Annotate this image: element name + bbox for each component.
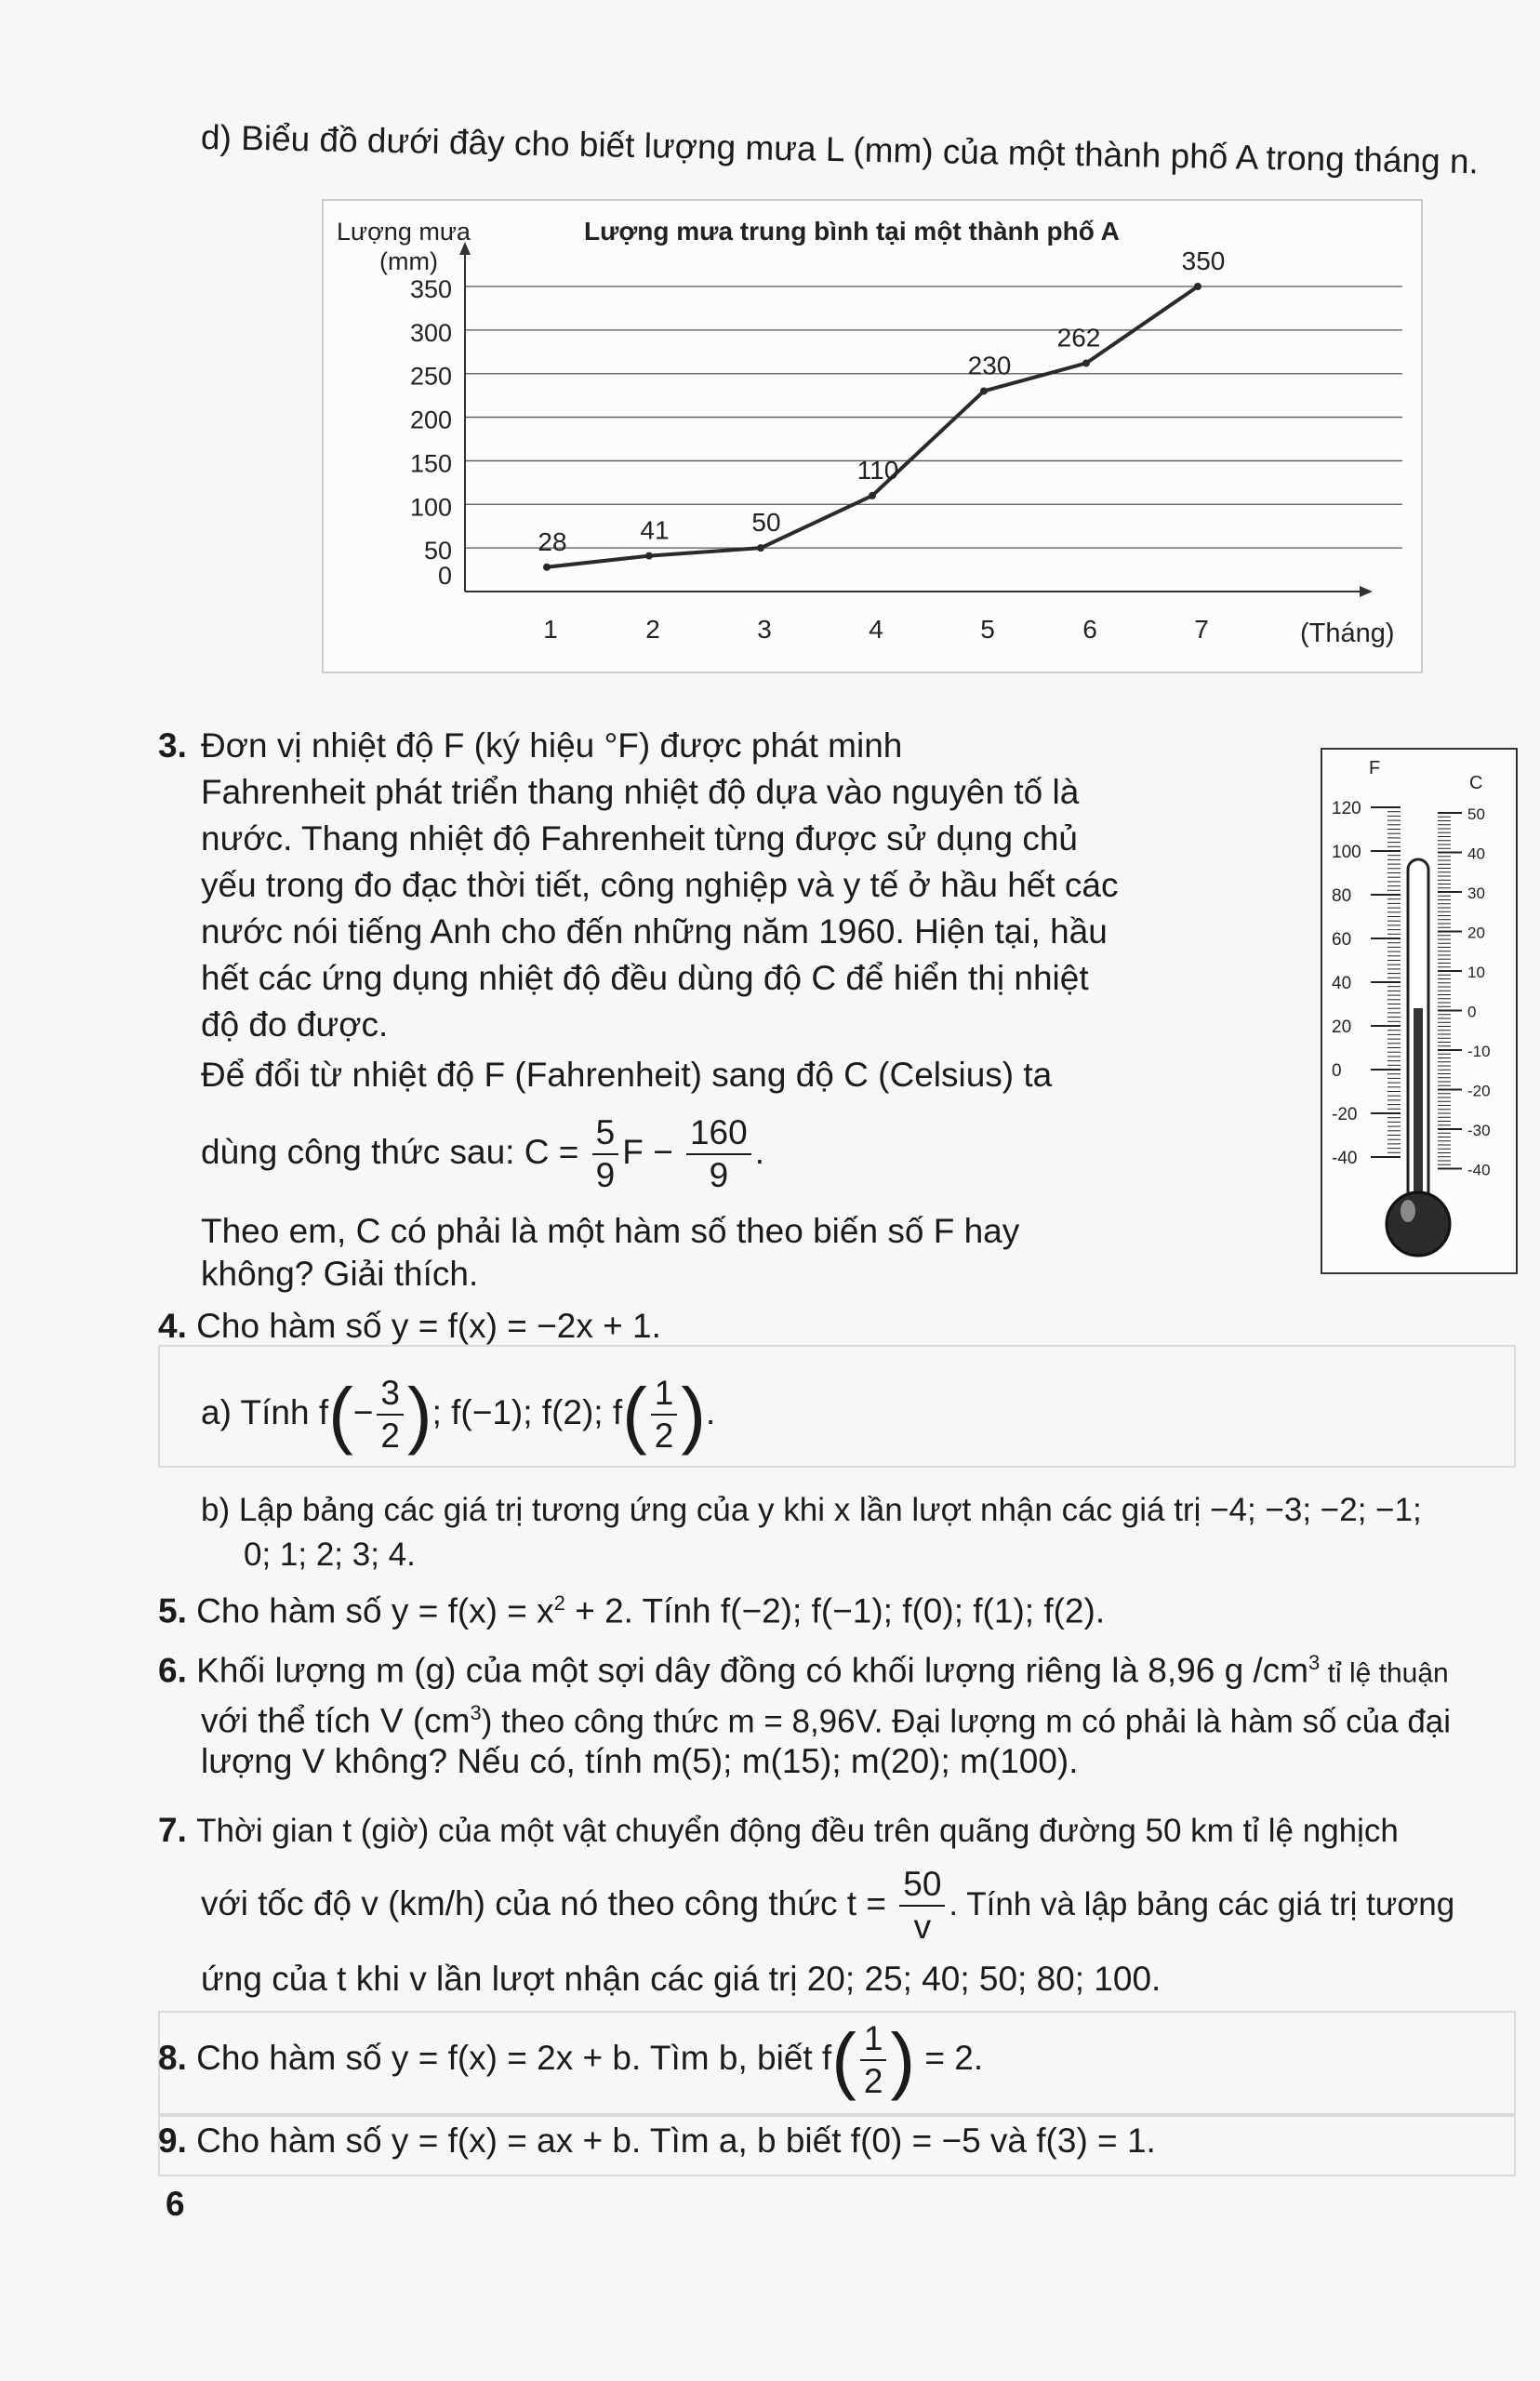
ex3-question-2: không? Giải thích. [201, 1255, 479, 1293]
data-label: 41 [640, 515, 670, 545]
ex5-text-pre: Cho hàm số y = f(x) = x [196, 1591, 554, 1630]
y-tick-label: 250 [409, 362, 452, 391]
y-axis-unit: (mm) [379, 247, 438, 275]
page-number: 6 [166, 2185, 185, 2223]
ex6-l2-sup: 3 [470, 1701, 482, 1724]
thermo-c-tick-label: -10 [1467, 1043, 1491, 1060]
frac-num: 1 [860, 2018, 887, 2061]
x-axis-arrow [1360, 586, 1373, 597]
ex6-number: 6. [158, 1651, 187, 1690]
x-axis-label: (Tháng) [1300, 619, 1395, 648]
frac-num: 1 [651, 1373, 678, 1416]
ex7-l2-pre: với tốc độ v (km/h) của nó theo công thức t = [201, 1883, 886, 1922]
data-label: 262 [1056, 323, 1101, 352]
ex6-l2-post: ) theo công thức m = 8,96V. Đại lượng m có phải là hàm số của đại [481, 1703, 1452, 1740]
ex6-l2-pre: với thể tích V (cm [201, 1701, 471, 1740]
frac-den: v [913, 1908, 932, 1946]
formula-end: . [754, 1132, 764, 1171]
fraction-50-v [899, 1864, 945, 1948]
paren-close: ) [681, 1373, 707, 1456]
x-tick-label: 3 [757, 615, 772, 644]
paren-open: ( [328, 1373, 353, 1456]
ex3-question-1: Theo em, C có phải là một hàm số theo biến số F hay [201, 1212, 1020, 1250]
fraction-160-9 [686, 1112, 751, 1196]
thermo-f-tick-label: 100 [1332, 843, 1361, 862]
y-axis-label: Lượng mưa [337, 218, 471, 246]
thermo-mercury [1414, 1008, 1423, 1213]
ex3-line-6: hết các ứng dụng nhiệt độ đều dùng độ C để hiển thị nhiệt [201, 959, 1089, 997]
data-point [757, 544, 764, 552]
ex4a-end: . [706, 1392, 716, 1431]
ex5-number: 5. [158, 1591, 187, 1630]
frac-den: 9 [709, 1156, 729, 1194]
ex7-number: 7. [158, 1811, 187, 1849]
ex6-l1-sup: 3 [1308, 1651, 1321, 1674]
frac-den: 2 [380, 1417, 400, 1455]
thermo-bulb-highlight [1401, 1200, 1415, 1222]
ex3-line-2: Fahrenheit phát triển thang nhiệt độ dựa vào nguyên tố là [201, 773, 1080, 811]
ex6-l1-pre: Khối lượng m (g) của một sợi dây đồng có khối lượng riêng là 8,96 g /cm [196, 1651, 1309, 1690]
thermo-c-tick-label: -30 [1467, 1122, 1491, 1139]
data-label: 350 [1181, 246, 1226, 275]
thermo-f-tick-label: 80 [1332, 886, 1352, 906]
ex8-pre: Cho hàm số y = f(x) = 2x + b. Tìm b, biết f [196, 2039, 832, 2077]
ex9-number: 9. [158, 2122, 187, 2160]
formula-prefix: dùng công thức sau: C = [201, 1132, 579, 1171]
x-tick-label: 4 [869, 615, 883, 644]
data-point [980, 387, 988, 394]
fraction-1-2 [651, 1373, 678, 1457]
ex8-post: = 2. [915, 2039, 984, 2077]
y-tick-label: 150 [409, 449, 452, 478]
thermo-c-label: C [1469, 773, 1483, 793]
frac-num: 50 [899, 1864, 945, 1907]
data-point [645, 552, 653, 560]
fraction-1-2 [860, 2018, 887, 2102]
x-tick-label: 2 [645, 615, 660, 644]
ex5-text-post: + 2. Tính f(−2); f(−1); f(0); f(1); f(2). [564, 1591, 1106, 1630]
ex7-line3: ứng của t khi v lần lượt nhận các giá trị 20; 25; 40; 50; 80; 100. [201, 1960, 1162, 1998]
paren-open: ( [622, 1373, 647, 1456]
thermo-c-tick-label: 40 [1467, 845, 1485, 863]
data-label: 50 [751, 508, 781, 538]
ex3-number: 3. [158, 726, 187, 765]
ex8-number: 8. [158, 2039, 187, 2077]
ex7-l2-post: . Tính và lập bảng các giá trị tương [949, 1885, 1455, 1922]
chart-canvas [324, 201, 1421, 672]
paren-open: ( [831, 2018, 856, 2102]
thermo-f-label: F [1369, 758, 1381, 778]
ex8 [158, 2016, 983, 2102]
frac-den: 9 [595, 1156, 616, 1194]
x-tick-label: 7 [1194, 615, 1209, 644]
paren-close: ) [406, 1373, 432, 1456]
data-label: 110 [856, 455, 899, 485]
y-tick-label: 350 [409, 275, 452, 303]
thermometer-drawing [1322, 750, 1516, 1272]
thermo-c-tick-label: 30 [1467, 885, 1485, 902]
thermo-c-tick-label: -20 [1467, 1082, 1491, 1100]
ex4-number: 4. [158, 1307, 187, 1345]
thermo-f-tick-label: 0 [1332, 1061, 1342, 1081]
frac-num: 160 [686, 1112, 751, 1155]
frac-den: 2 [863, 2062, 883, 2101]
thermo-c-tick-label: 50 [1467, 805, 1485, 823]
fraction-3-2 [377, 1373, 404, 1457]
thermo-f-tick-label: -20 [1332, 1105, 1358, 1124]
ex4a: a) Tính f(− $\frac{3}{2}$ ); f(−1); f(2); f( $\frac{1}{2}$ ). [201, 1373, 716, 1456]
ex4a-mid: ; f(−1); f(2); f [431, 1392, 623, 1431]
y-tick-label: 100 [409, 493, 452, 522]
y-tick-label: 0 [437, 562, 452, 590]
ex9 [158, 2119, 1156, 2163]
thermo-f-tick-label: 60 [1332, 930, 1352, 950]
data-point [1082, 359, 1090, 366]
x-tick-label: 6 [1082, 615, 1097, 644]
thermo-c-tick-label: 0 [1467, 1003, 1477, 1021]
ex6-line3: lượng V không? Nếu có, tính m(5); m(15); m(20); m(100). [201, 1742, 1079, 1780]
ex4b-line2: 0; 1; 2; 3; 4. [244, 1536, 416, 1573]
ex3-line-4: yếu trong đo đạc thời tiết, công nghiệp và y tế ở hầu hết các [201, 866, 1119, 904]
thermo-f-tick-label: 40 [1332, 974, 1352, 993]
thermo-f-tick-label: 120 [1332, 799, 1361, 818]
ex9-text: Cho hàm số y = f(x) = ax + b. Tìm a, b biết f(0) = −5 và f(3) = 1. [196, 2122, 1156, 2160]
ex4a-prefix: a) Tính f [201, 1392, 329, 1431]
thermo-c-tick-label: 20 [1467, 924, 1485, 942]
y-tick-label: 50 [423, 537, 452, 565]
x-tick-label: 5 [980, 615, 995, 644]
ex3-line-7: độ đo được. [201, 1005, 389, 1044]
frac-den: 2 [654, 1417, 674, 1455]
x-tick-label: 1 [543, 615, 558, 644]
fraction-5-9 [592, 1112, 619, 1196]
y-tick-label: 300 [409, 318, 452, 347]
thermo-f-tick-label: -40 [1332, 1149, 1358, 1168]
thermo-c-tick-label: 10 [1467, 964, 1485, 981]
ex7-l1: Thời gian t (giờ) của một vật chuyển động đều trên quãng đường 50 km tỉ lệ nghịch [196, 1813, 1399, 1849]
ex3-line-3: nước. Thang nhiệt độ Fahrenheit từng được sử dụng chủ [201, 819, 1078, 858]
ex3-formula [201, 1112, 764, 1196]
thermo-c-tick-label: -40 [1467, 1161, 1491, 1179]
ex3-line-5: nước nói tiếng Anh cho đến những năm 1960. Hiện tại, hầu [201, 912, 1108, 951]
ex5-sup: 2 [553, 1591, 565, 1615]
formula-mid: F − [622, 1132, 673, 1171]
frac-num: 3 [377, 1373, 404, 1416]
frac-num: 5 [592, 1112, 619, 1155]
ex4-heading [158, 1304, 661, 1349]
thermo-f-tick-label: 20 [1332, 1018, 1352, 1037]
rainfall-chart [322, 199, 1423, 673]
paren-close: ) [890, 2018, 916, 2102]
ex3-line-8: Để đổi từ nhiệt độ F (Fahrenheit) sang độ C (Celsius) ta [201, 1056, 1053, 1094]
ex4-text: Cho hàm số y = f(x) = −2x + 1. [196, 1307, 661, 1345]
ex6-l1-post: tỉ lệ thuận [1320, 1657, 1449, 1689]
ex6-line1 [158, 1641, 1449, 1696]
intro-d: d) Biểu đồ dưới đây cho biết lượng mưa L (mm) của một thành phố A trong tháng n. [200, 118, 1480, 181]
ex5 [158, 1581, 1105, 1633]
ex4b-line1: b) Lập bảng các giá trị tương ứng của y khi x lần lượt nhận các giá trị −4; −3; −2; −1; [201, 1492, 1422, 1528]
data-label: 28 [538, 526, 567, 556]
ex6-line2 [201, 1691, 1451, 1744]
ex7-line1 [158, 1808, 1399, 1854]
ex7-line2 [201, 1864, 1454, 1948]
data-label: 230 [967, 351, 1012, 380]
chart-title: Lượng mưa trung bình tại một thành phố A [584, 217, 1120, 246]
data-point [869, 492, 876, 499]
data-point [543, 564, 551, 571]
ex3-line-1: Đơn vị nhiệt độ F (ký hiệu °F) được phát minh [201, 726, 903, 765]
thermo-bulb [1387, 1192, 1450, 1256]
data-point [1194, 283, 1201, 290]
thermometer-figure [1321, 748, 1518, 1274]
y-tick-label: 200 [409, 406, 452, 434]
